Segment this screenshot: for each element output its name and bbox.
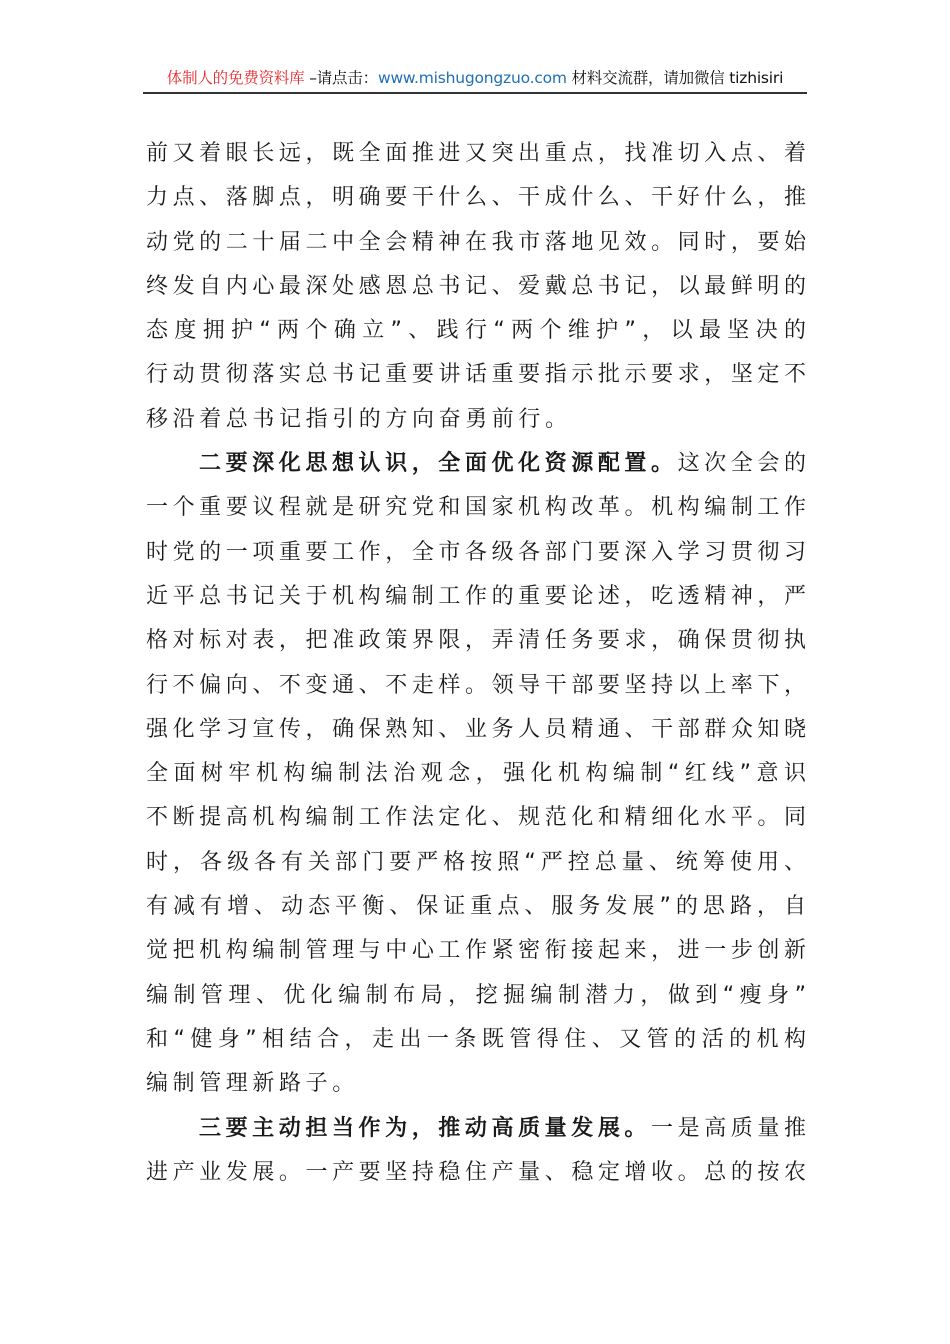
section-heading-2: 二要深化思想认识，全面优化资源配置。 bbox=[199, 451, 678, 477]
text-line: 时，各级各有关部门要严格按照“严控总量、统筹使用、 bbox=[146, 849, 806, 875]
text-line: 编制管理新路子。 bbox=[146, 1071, 359, 1097]
paragraph-3 bbox=[146, 1107, 806, 1196]
text-line: 行不偏向、不变通、不走样。领导干部要坚持以上率下， bbox=[146, 672, 806, 698]
text-line: 编制管理、优化编制布局，挖掘编制潜力，做到“瘦身” bbox=[146, 982, 806, 1008]
heading-continuation: 一是高质量推 bbox=[651, 1115, 806, 1141]
text-line: 力点、落脚点，明确要干什么、干成什么、干好什么，推 bbox=[146, 185, 806, 211]
text-line: 行动贯彻落实总书记重要讲话重要指示批示要求，坚定不 bbox=[146, 362, 806, 388]
website-link[interactable]: www.mishugongzuo.com bbox=[377, 69, 567, 87]
text-line: 进产业发展。一产要坚持稳住产量、稳定增收。总的按农 bbox=[146, 1159, 806, 1185]
text-line: 和“健身”相结合，走出一条既管得住、又管的活的机构 bbox=[146, 1026, 806, 1052]
text-line: 终发自内心最深处感恩总书记、爱戴总书记，以最鲜明的 bbox=[146, 273, 806, 299]
paragraph-2 bbox=[146, 442, 806, 1106]
text-line: 不断提高机构编制工作法定化、规范化和精细化水平。同 bbox=[146, 805, 806, 831]
page-header-banner bbox=[143, 66, 807, 94]
text-line: 格对标对表，把准政策界限，弄清任务要求，确保贯彻执 bbox=[146, 628, 806, 654]
text-line: 一个重要议程就是研究党和国家机构改革。机构编制工作 bbox=[146, 495, 806, 521]
text-line: 时党的一项重要工作，全市各级各部门要深入学习贯彻习 bbox=[146, 539, 806, 565]
brand-text: 体制人的免费资料库 bbox=[166, 69, 305, 87]
text-line: 有减有增、动态平衡、保证重点、服务发展”的思路，自 bbox=[146, 894, 806, 920]
section-heading-3: 三要主动担当作为，推动高质量发展。 bbox=[199, 1115, 652, 1141]
text-line: 动党的二十届二中全会精神在我市落地见效。同时，要始 bbox=[146, 229, 806, 255]
click-prompt: –请点击： bbox=[304, 69, 378, 87]
text-line: 强化学习宣传，确保熟知、业务人员精通、干部群众知晓 bbox=[146, 716, 806, 742]
text-line: 移沿着总书记指引的方向奋勇前行。 bbox=[146, 406, 572, 432]
heading-continuation: 这次全会的 bbox=[677, 451, 806, 477]
paragraph-1 bbox=[146, 132, 806, 442]
text-line: 态度拥护“两个确立”、践行“两个维护”，以最坚决的 bbox=[146, 318, 806, 344]
text-line: 近平总书记关于机构编制工作的重要论述，吃透精神，严 bbox=[146, 583, 806, 609]
text-line: 觉把机构编制管理与中心工作紧密衔接起来，进一步创新 bbox=[146, 938, 806, 964]
text-line: 前又着眼长远，既全面推进又突出重点，找准切入点、着 bbox=[146, 141, 806, 166]
text-line-first bbox=[146, 1107, 806, 1151]
text-line-first bbox=[146, 442, 806, 486]
text-line: 全面树牢机构编制法治观念，强化机构编制“红线”意识 bbox=[146, 761, 806, 787]
wechat-contact-text: 材料交流群，请加微信 tizhisiri bbox=[566, 69, 784, 87]
document-body bbox=[146, 132, 806, 1195]
